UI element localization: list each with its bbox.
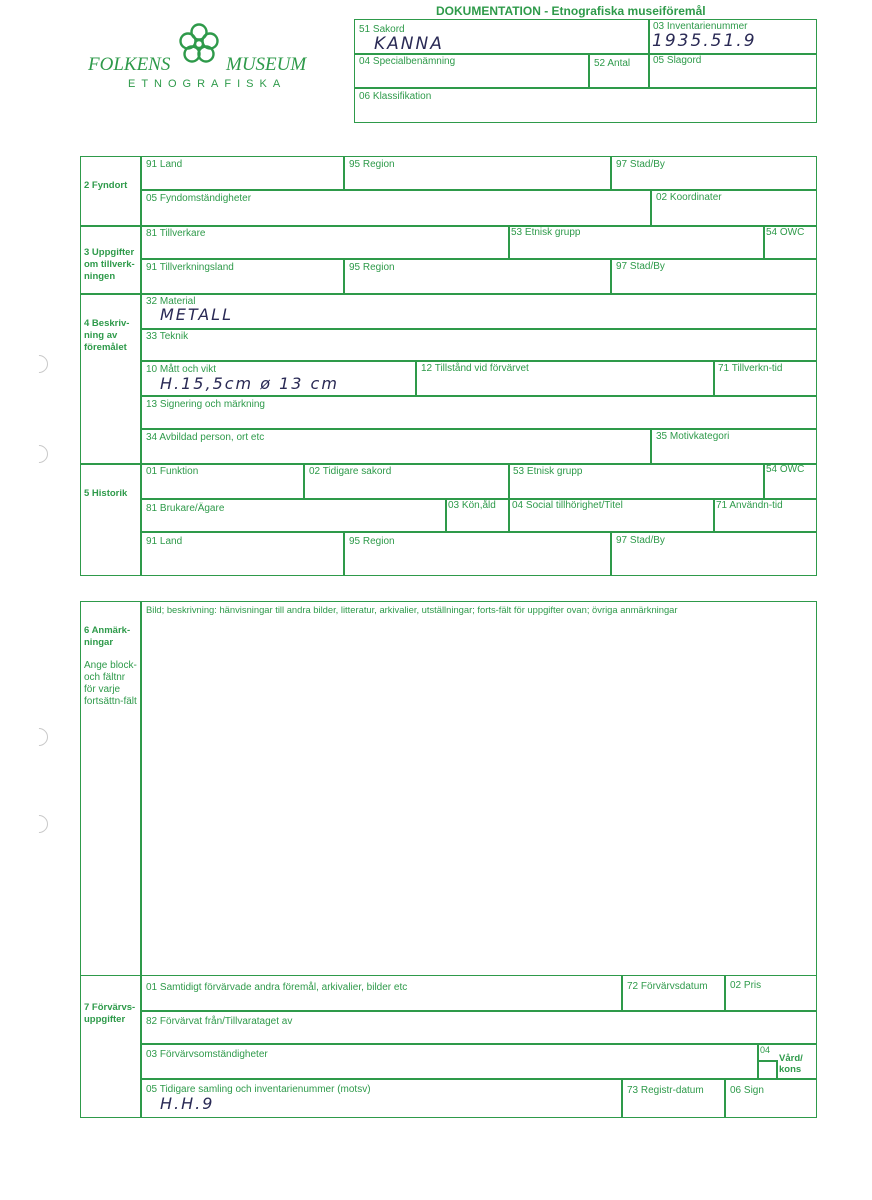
museum-logo <box>88 22 310 94</box>
historik-anvandn-tid-label: 71 Användn-tid <box>716 500 783 511</box>
section-anmarkningar-title: 6 Anmärk-ningar <box>84 625 131 648</box>
beskrivning-material-label: 32 Material <box>146 296 196 307</box>
section-fyndort-title: 2 Fyndort <box>84 180 128 191</box>
historik-brukare-label: 81 Brukare/Ägare <box>146 503 225 514</box>
beskrivning-matt-label: 10 Mått och vikt <box>146 364 217 375</box>
section-historik-title: 5 Historik <box>84 488 128 499</box>
forvarv-sign-label: 06 Sign <box>730 1085 764 1096</box>
flower-logo-icon <box>172 22 226 74</box>
beskrivning-avbildad-label: 34 Avbildad person, ort etc <box>146 432 265 443</box>
forvarv-omstandigheter-label: 03 Förvärvsomständigheter <box>146 1049 268 1060</box>
historik-tidigare-sakord-label: 02 Tidigare sakord <box>309 466 392 477</box>
field-inventarienummer-label: 03 Inventarienummer <box>653 21 748 32</box>
handwritten-tidigare-samling: H.H.9 <box>160 1094 215 1113</box>
historik-etnisk-grupp-label: 53 Etnisk grupp <box>513 466 583 477</box>
forvarv-tidigare-samling-label: 05 Tidigare samling och inventarienummer (motsv) <box>146 1084 371 1095</box>
punch-hole-icon <box>26 724 51 749</box>
section-forvarv-title: 7 Förvärvs-uppgifter <box>84 1002 136 1025</box>
handwritten-matt: H.15,5cm ø 13 cm <box>160 374 339 393</box>
historik-funktion-label: 01 Funktion <box>146 466 199 477</box>
tillverkning-tillverkare-label: 81 Tillverkare <box>146 228 206 239</box>
fyndort-koordinater-label: 02 Koordinater <box>656 192 722 203</box>
beskrivning-tillstand-label: 12 Tillstånd vid förvärvet <box>421 363 529 374</box>
forvarv-vard-number: 04 <box>760 1045 771 1055</box>
historik-kon-ald-label: 03 Kön,åld <box>448 500 496 511</box>
tillverkning-owc-label: 54 OWC <box>766 227 805 238</box>
forvarv-datum-label: 72 Förvärvsdatum <box>627 981 708 992</box>
beskrivning-signering-label: 13 Signering och märkning <box>146 399 265 410</box>
beskrivning-teknik-label: 33 Teknik <box>146 331 189 342</box>
field-sakord-label: 51 Sakord <box>359 24 405 35</box>
field-antal-label: 52 Antal <box>594 58 631 69</box>
forvarv-fran-label: 82 Förvärvat från/Tillvarataget av <box>146 1016 293 1027</box>
field-slagord-label: 05 Slagord <box>653 55 702 66</box>
beskrivning-tillverkn-tid-label: 71 Tillverkn-tid <box>718 363 783 374</box>
handwritten-inventarienummer: 1935.51.9 <box>652 31 757 51</box>
handwritten-sakord: KANNA <box>374 34 444 54</box>
logo-word-museum: MUSEUM <box>226 54 307 75</box>
beskrivning-motivkategori-label: 35 Motivkategori <box>656 431 730 442</box>
section-anmarkningar-note: Ange block- och fältnr för varje fortsättn-fält <box>84 660 137 707</box>
forvarv-samtidigt-label: 01 Samtidigt förvärvade andra föremål, arkivalier, bilder etc <box>146 982 408 993</box>
historik-stad-label: 97 Stad/By <box>616 535 665 546</box>
logo-subtitle: ETNOGRAFISKA <box>128 78 287 90</box>
tillverkning-region-label: 95 Region <box>349 262 395 273</box>
section-beskrivning-title: 4 Beskriv-ning av föremålet <box>84 318 130 353</box>
anmarkningar-header: Bild; beskrivning: hänvisningar till andra bilder, litteratur, arkivalier, utställningar; forts-fält för uppgifter ovan; övriga anmärkningar <box>146 604 678 615</box>
tillverkning-etnisk-grupp-label: 53 Etnisk grupp <box>511 227 581 238</box>
historik-land-label: 91 Land <box>146 536 183 547</box>
tillverkning-stad-label: 97 Stad/By <box>616 261 665 272</box>
historik-owc-label: 54 OWC <box>766 464 805 475</box>
tillverkning-land-label: 91 Tillverkningsland <box>146 262 234 273</box>
forvarv-vard-label: Vård/ kons <box>779 1053 803 1075</box>
section-tillverkning-title: 3 Uppgifter om tillverk-ningen <box>84 247 135 282</box>
logo-word-folkens: FOLKENS <box>88 54 171 75</box>
fyndort-fyndomstandigheter-label: 05 Fyndomständigheter <box>146 193 252 204</box>
fyndort-land-label: 91 Land <box>146 159 183 170</box>
historik-social-label: 04 Social tillhörighet/Titel <box>512 500 623 511</box>
forvarv-pris-label: 02 Pris <box>730 980 762 991</box>
fyndort-region-label: 95 Region <box>349 159 395 170</box>
punch-hole-icon <box>26 351 51 376</box>
historik-region-label: 95 Region <box>349 536 395 547</box>
field-specialbenamning-label: 04 Specialbenämning <box>359 56 456 67</box>
handwritten-material: METALL <box>160 305 233 324</box>
forvarv-registr-datum-label: 73 Registr-datum <box>627 1085 704 1096</box>
fyndort-stad-label: 97 Stad/By <box>616 159 665 170</box>
field-klassifikation-label: 06 Klassifikation <box>359 91 432 102</box>
form-title: DOKUMENTATION - Etnografiska museiföremål <box>436 4 706 18</box>
punch-hole-icon <box>26 811 51 836</box>
anmarkningar-block <box>80 601 817 976</box>
punch-hole-icon <box>26 441 51 466</box>
